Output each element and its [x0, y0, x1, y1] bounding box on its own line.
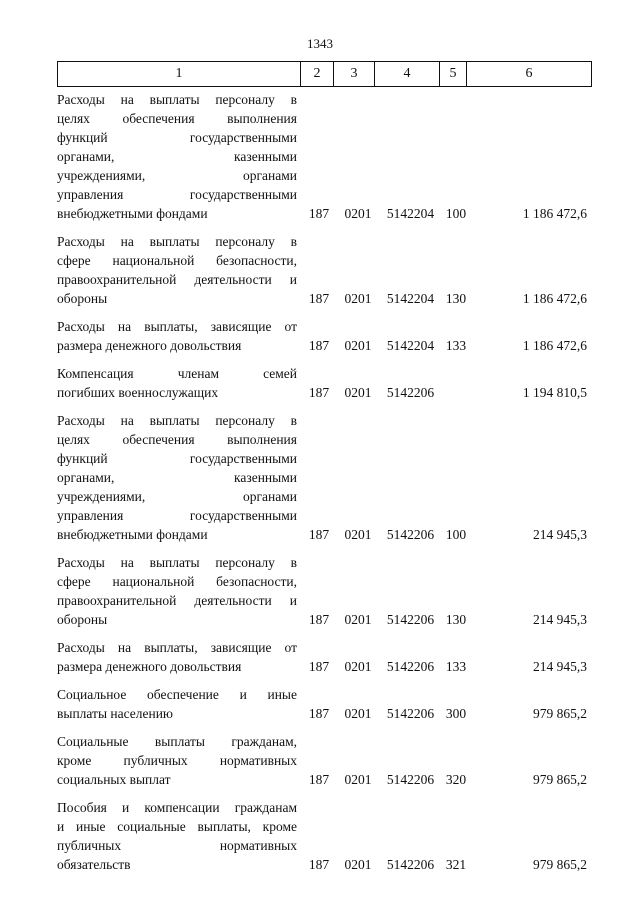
description-line: функций государственными — [57, 451, 297, 466]
description-line: обороны — [57, 291, 108, 306]
amount: 1 186 472,6 — [522, 206, 587, 221]
column-header-4: 4 — [375, 62, 440, 87]
description-line: выплаты населению — [57, 706, 174, 721]
agency-code: 187 — [308, 706, 330, 721]
description-line: Расходы на выплаты персоналу в — [57, 555, 297, 570]
section-code: 0201 — [344, 659, 372, 674]
column-header-3: 3 — [334, 62, 375, 87]
page-number: 1343 — [307, 36, 333, 51]
table-row — [57, 798, 587, 874]
section-code: 0201 — [344, 772, 372, 787]
agency-code: 187 — [308, 659, 330, 674]
description-line: Расходы на выплаты персоналу в — [57, 413, 297, 428]
row-description — [57, 232, 297, 308]
amount: 979 865,2 — [533, 857, 587, 872]
table-row — [57, 638, 587, 676]
description-line: размера денежного довольствия — [57, 659, 242, 674]
row-description — [57, 90, 297, 223]
section-code: 0201 — [344, 338, 372, 353]
description-line: правоохранительной деятельности и — [57, 593, 297, 608]
table-row — [57, 317, 587, 355]
description-line: целях обеспечения выполнения — [57, 432, 297, 447]
agency-code: 187 — [308, 385, 330, 400]
description-line: правоохранительной деятельности и — [57, 272, 297, 287]
column-header-table — [57, 61, 592, 87]
description-line: Расходы на выплаты персоналу в — [57, 92, 297, 107]
description-line: управления государственными — [57, 187, 297, 202]
section-code: 0201 — [344, 612, 372, 627]
target-article-code: 5142206 — [386, 612, 435, 627]
description-line: социальных выплат — [57, 772, 171, 787]
description-line: публичных нормативных — [57, 838, 297, 853]
description-line: управления государственными — [57, 508, 297, 523]
target-article-code: 5142206 — [386, 706, 435, 721]
section-code: 0201 — [344, 857, 372, 872]
row-description — [57, 732, 297, 789]
target-article-code: 5142206 — [386, 857, 435, 872]
target-article-code: 5142204 — [386, 338, 435, 353]
section-code: 0201 — [344, 706, 372, 721]
target-article-code: 5142206 — [386, 772, 435, 787]
amount: 1 186 472,6 — [522, 291, 587, 306]
description-line: размера денежного довольствия — [57, 338, 242, 353]
description-line: Социальное обеспечение и иные — [57, 687, 297, 702]
table-row — [57, 232, 587, 308]
description-line: сфере национальной безопасности, — [57, 574, 297, 589]
agency-code: 187 — [308, 857, 330, 872]
agency-code: 187 — [308, 291, 330, 306]
row-description — [57, 553, 297, 629]
description-line: функций государственными — [57, 130, 297, 145]
description-line: Расходы на выплаты, зависящие от — [57, 319, 297, 334]
column-header-6: 6 — [467, 62, 592, 87]
expense-type-code: 320 — [445, 772, 467, 787]
row-description — [57, 798, 297, 874]
description-line: органами, казенными — [57, 470, 297, 485]
description-line: Расходы на выплаты персоналу в — [57, 234, 297, 249]
column-header-1: 1 — [58, 62, 301, 87]
description-line: Компенсация членам семей — [57, 366, 297, 381]
amount: 979 865,2 — [533, 772, 587, 787]
column-header-5: 5 — [440, 62, 467, 87]
amount: 214 945,3 — [533, 612, 587, 627]
expense-type-code: 300 — [445, 706, 467, 721]
row-description — [57, 317, 297, 355]
section-code: 0201 — [344, 385, 372, 400]
row-description — [57, 411, 297, 544]
target-article-code: 5142206 — [386, 527, 435, 542]
description-line: обязательств — [57, 857, 131, 872]
description-line: обороны — [57, 612, 108, 627]
agency-code: 187 — [308, 772, 330, 787]
table-row — [57, 553, 587, 629]
amount: 1 186 472,6 — [522, 338, 587, 353]
description-line: учреждениями, органами — [57, 489, 297, 504]
amount: 214 945,3 — [533, 527, 587, 542]
description-line: внебюджетными фондами — [57, 206, 208, 221]
section-code: 0201 — [344, 527, 372, 542]
description-line: кроме публичных нормативных — [57, 753, 297, 768]
table-row — [57, 364, 587, 402]
target-article-code: 5142204 — [386, 291, 435, 306]
target-article-code: 5142206 — [386, 385, 435, 400]
agency-code: 187 — [308, 206, 330, 221]
target-article-code: 5142204 — [386, 206, 435, 221]
target-article-code: 5142206 — [386, 659, 435, 674]
expense-type-code: 130 — [445, 291, 467, 306]
description-line: Расходы на выплаты, зависящие от — [57, 640, 297, 655]
column-header-row — [58, 62, 592, 87]
table-row — [57, 732, 587, 789]
row-description — [57, 685, 297, 723]
expense-type-code: 100 — [445, 527, 467, 542]
expense-type-code: 321 — [445, 857, 467, 872]
row-description — [57, 638, 297, 676]
budget-table-body — [57, 90, 587, 883]
table-row — [57, 685, 587, 723]
amount: 979 865,2 — [533, 706, 587, 721]
description-line: Пособия и компенсации гражданам — [57, 800, 297, 815]
description-line: сфере национальной безопасности, — [57, 253, 297, 268]
section-code: 0201 — [344, 206, 372, 221]
agency-code: 187 — [308, 527, 330, 542]
agency-code: 187 — [308, 612, 330, 627]
column-header-2: 2 — [301, 62, 334, 87]
description-line: целях обеспечения выполнения — [57, 111, 297, 126]
expense-type-code: 133 — [445, 659, 467, 674]
expense-type-code: 100 — [445, 206, 467, 221]
description-line: погибших военнослужащих — [57, 385, 219, 400]
table-row — [57, 411, 587, 544]
agency-code: 187 — [308, 338, 330, 353]
description-line: и иные социальные выплаты, кроме — [57, 819, 297, 834]
amount: 214 945,3 — [533, 659, 587, 674]
expense-type-code: 130 — [445, 612, 467, 627]
table-row — [57, 90, 587, 223]
description-line: учреждениями, органами — [57, 168, 297, 183]
expense-type-code: 133 — [445, 338, 467, 353]
description-line: внебюджетными фондами — [57, 527, 208, 542]
row-description — [57, 364, 297, 402]
description-line: Социальные выплаты гражданам, — [57, 734, 297, 749]
section-code: 0201 — [344, 291, 372, 306]
amount: 1 194 810,5 — [522, 385, 587, 400]
description-line: органами, казенными — [57, 149, 297, 164]
